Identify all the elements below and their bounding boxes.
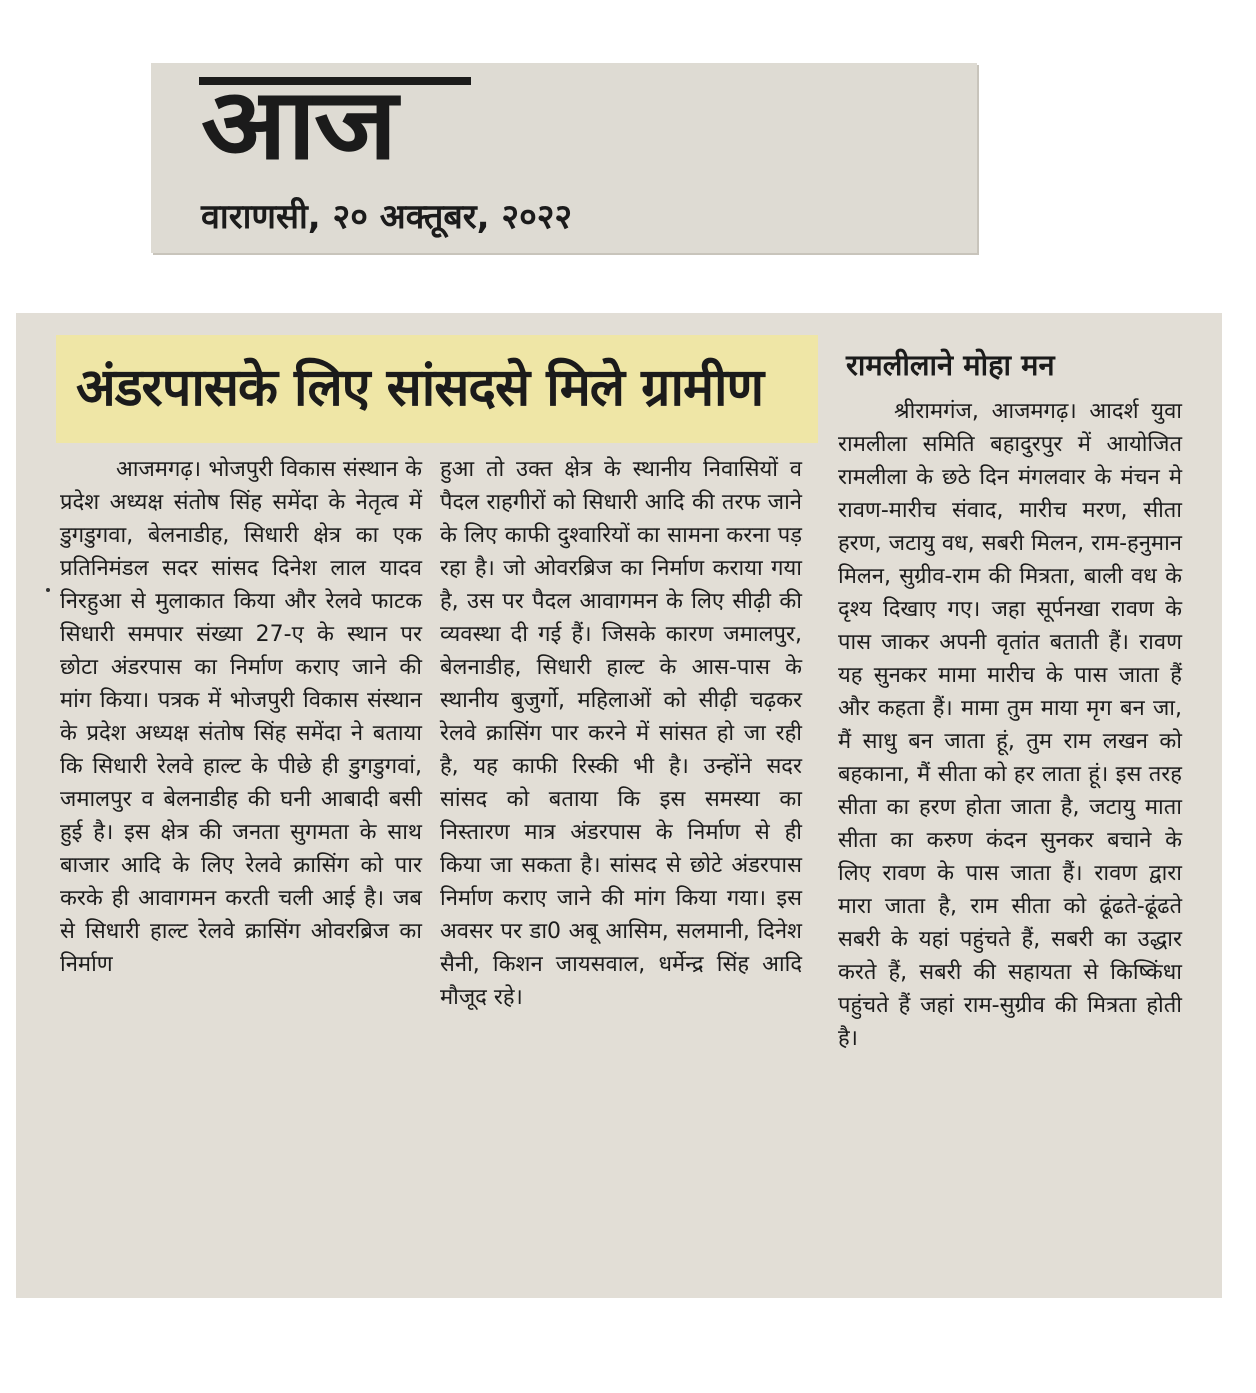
dateline: वाराणसी, २० अक्तूबर, २०२२ <box>201 197 573 237</box>
print-speck <box>46 588 50 592</box>
newspaper-clipping <box>16 313 1222 1298</box>
main-article-column-1: आजमगढ़। भोजपुरी विकास संस्थान के प्रदेश अध्यक्ष संतोष सिंह समेंदा के नेतृत्व में डुगडुगवा, बेलनाडीह, सिधारी क्षेत्र का एक प्रतिनिमंडल सदर सांसद दिनेश लाल यादव निरहुआ से मुलाकात किया और रेलवे फाटक सिधारी समपार संख्या 27-ए के स्थान पर छोटा अंडरपास का निर्माण कराए जाने की मांग किया। पत्रक में भोजपुरी विकास संस्थान के प्रदेश अध्यक्ष संतोष सिंह समेंदा ने बताया कि सिधारी रेलवे हाल्ट के पीछे ही डुगडुगवां, जमालपुर व बेलनाडीह की घनी आबादी बसी हुई है। इस क्षेत्र की जनता सुगमता के साथ बाजार आदि के लिए रेलवे क्रासिंग को पार करके ही आवागमन करती चली आई है। जब से सिधारी हाल्ट रेलवे क्रासिंग ओवरब्रिज का निर्माण <box>60 457 422 977</box>
side-headline: रामलीलाने मोहा मन <box>846 348 1055 382</box>
side-article-body: श्रीरामगंज, आजमगढ़। आदर्श युवा रामलीला समिति बहादुरपुर में आयोजित रामलीला के छठे दिन मंगलवार के मंचन मे रावण-मारीच संवाद, मारीच मरण, सीता हरण, जटायु वध, सबरी मिलन, राम-हनुमान मिलन, सुग्रीव-राम की मित्रता, बाली वध के दृश्य दिखाए गए। जहा सूर्पनखा रावण के पास जाकर अपनी वृतांत बताती हैं। रावण यह सुनकर मामा मारीच के पास जाता हैं और कहता हैं। मामा तुम माया मृग बन जा, मैं साधु बन जाता हूं, तुम राम लखन को बहकाना, मैं सीता को हर लाता हूं। इस तरह सीता का हरण होता जाता है, जटायु माता सीता का करुण कंदन सुनकर बचाने के लिए रावण के पास जाता हैं। रावण द्वारा मारा जाता है, राम सीता को ढूंढते-ढूंढते सबरी के यहां पहुंचते हैं, सबरी का उद्धार करते हैं, सबरी की सहायता से किष्किंधा पहुंचते हैं जहां राम-सुग्रीव की मित्रता होती है। <box>838 399 1182 1051</box>
main-article-column-2: हुआ तो उक्त क्षेत्र के स्थानीय निवासियों व पैदल राहगीरों को सिधारी आदि की तरफ जाने के लिए काफी दुश्वारियों का सामना करना पड़ रहा है। जो ओवरब्रिज का निर्माण कराया गया है, उस पर पैदल आवागमन के लिए सीढ़ी की व्यवस्था दी गई हैं। जिसके कारण जमालपुर, बेलनाडीह, सिधारी हाल्ट के आस-पास के स्थानीय बुजुर्गो, महिलाओं को सीढ़ी चढ़कर रेलवे क्रासिंग पार करने में सांसत हो जा रही है, यह काफी रिस्की भी है। उन्होंने सदर सांसद को बताया कि इस समस्या का निस्तारण मात्र अंडरपास के निर्माण से ही किया जा सकता है। सांसद से छोटे अंडरपास निर्माण कराए जाने की मांग किया गया। इस अवसर पर डा0 अबू आसिम, सलमानी, दिनेश सैनी, किशन जायसवाल, धर्मेन्द्र सिंह आदि मौजूद रहे। <box>440 457 802 1010</box>
newspaper-logo: आज <box>201 68 396 182</box>
main-headline: अंडरपासके लिए सांसदसे मिले ग्रामीण <box>76 358 764 418</box>
newspaper-masthead <box>151 63 977 253</box>
